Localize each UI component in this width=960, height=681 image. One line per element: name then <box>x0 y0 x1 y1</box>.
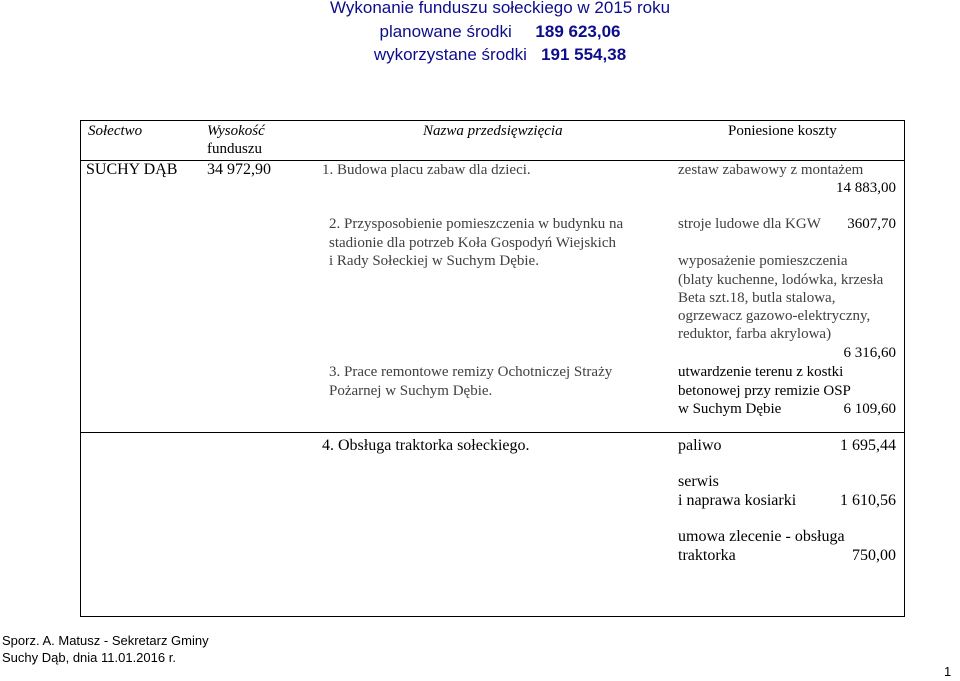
item-4-cost-3-label: traktorka <box>678 547 736 564</box>
item-4-name: 4. Obsługa traktorka sołeckiego. <box>322 437 530 454</box>
fund-amount: 34 972,90 <box>207 161 271 178</box>
item-4-cost-1-label: paliwo <box>678 437 722 454</box>
page-number: 1 <box>944 664 952 679</box>
item-2-cost-b-line-4: ogrzewacz gazowo-elektryczny, <box>678 308 871 324</box>
item-2-name-line-1: 2. Przysposobienie pomieszczenia w budynku na <box>329 216 624 232</box>
column-header-funduszu: funduszu <box>207 141 262 157</box>
item-2-cost-b-line-5: reduktor, farba akrylowa) <box>678 326 832 342</box>
used-funds-line <box>0 45 960 65</box>
item-3-name-line-1: 3. Prace remontowe remizy Ochotniczej Straży <box>329 364 613 380</box>
item-4-cost-3-amount: 750,00 <box>852 547 896 564</box>
item-2-cost-a-label: stroje ludowe dla KGW <box>678 216 821 232</box>
item-4-cost-2-line-1: serwis <box>678 473 719 490</box>
item-3-cost-line-1: utwardzenie terenu z kostki <box>678 364 844 380</box>
item-2-cost-a-amount: 3607,70 <box>847 216 896 232</box>
column-header-wysokosc: Wysokość <box>207 123 265 139</box>
item-1-cost-label: zestaw zabawowy z montażem <box>678 162 864 178</box>
used-funds-label: wykorzystane środki <box>373 45 527 64</box>
item-1-name: 1. Budowa placu zabaw dla dzieci. <box>322 162 531 178</box>
header-row-divider <box>80 160 905 161</box>
document-title: Wykonanie funduszu sołeckiego w 2015 roku <box>329 0 671 17</box>
item-2-cost-b-line-3: Beta szt.18, butla stalowa, <box>678 290 836 306</box>
item-4-cost-2-amount: 1 610,56 <box>840 492 896 509</box>
footer-date: Suchy Dąb, dnia 11.01.2016 r. <box>2 650 176 665</box>
item-2-name-line-3: i Rady Sołeckiej w Suchym Dębie. <box>329 253 539 269</box>
item-2-cost-b-line-1: wyposażenie pomieszczenia <box>678 253 848 269</box>
footer-prepared-by: Sporz. A. Matusz - Sekretarz Gminy <box>2 633 209 648</box>
item-2-cost-b-line-2: (blaty kuchenne, lodówka, krzesła <box>678 272 884 288</box>
item-3-cost-line-3: w Suchym Dębie <box>678 401 782 417</box>
column-header-solectwo: Sołectwo <box>88 123 143 139</box>
item-4-cost-3-line-1: umowa zlecenie - obsługa <box>678 528 845 545</box>
item-3-amount: 6 109,60 <box>843 401 896 417</box>
used-funds-value: 191 554,38 <box>541 45 627 64</box>
item-2-name-line-2: stadionie dla potrzeb Koła Gospodyń Wiejskich <box>329 235 616 251</box>
planned-funds-line <box>0 22 960 42</box>
item-4-cost-1-amount: 1 695,44 <box>840 437 896 454</box>
item-3-name-line-2: Pożarnej w Suchym Dębie. <box>329 383 493 399</box>
planned-funds-value: 189 623,06 <box>535 22 621 41</box>
column-header-nazwa: Nazwa przedsięwzięcia <box>423 123 563 139</box>
item-3-cost-line-2: betonowej przy remizie OSP <box>678 383 851 399</box>
item-1-amount: 14 883,00 <box>836 180 896 196</box>
item-4-divider <box>80 432 905 433</box>
solectwo-name: SUCHY DĄB <box>86 161 178 178</box>
item-2-cost-b-amount: 6 316,60 <box>843 345 896 361</box>
planned-funds-label: planowane środki <box>379 22 512 41</box>
item-4-cost-2-label: i naprawa kosiarki <box>678 492 797 509</box>
column-header-koszty: Poniesione koszty <box>728 123 837 139</box>
